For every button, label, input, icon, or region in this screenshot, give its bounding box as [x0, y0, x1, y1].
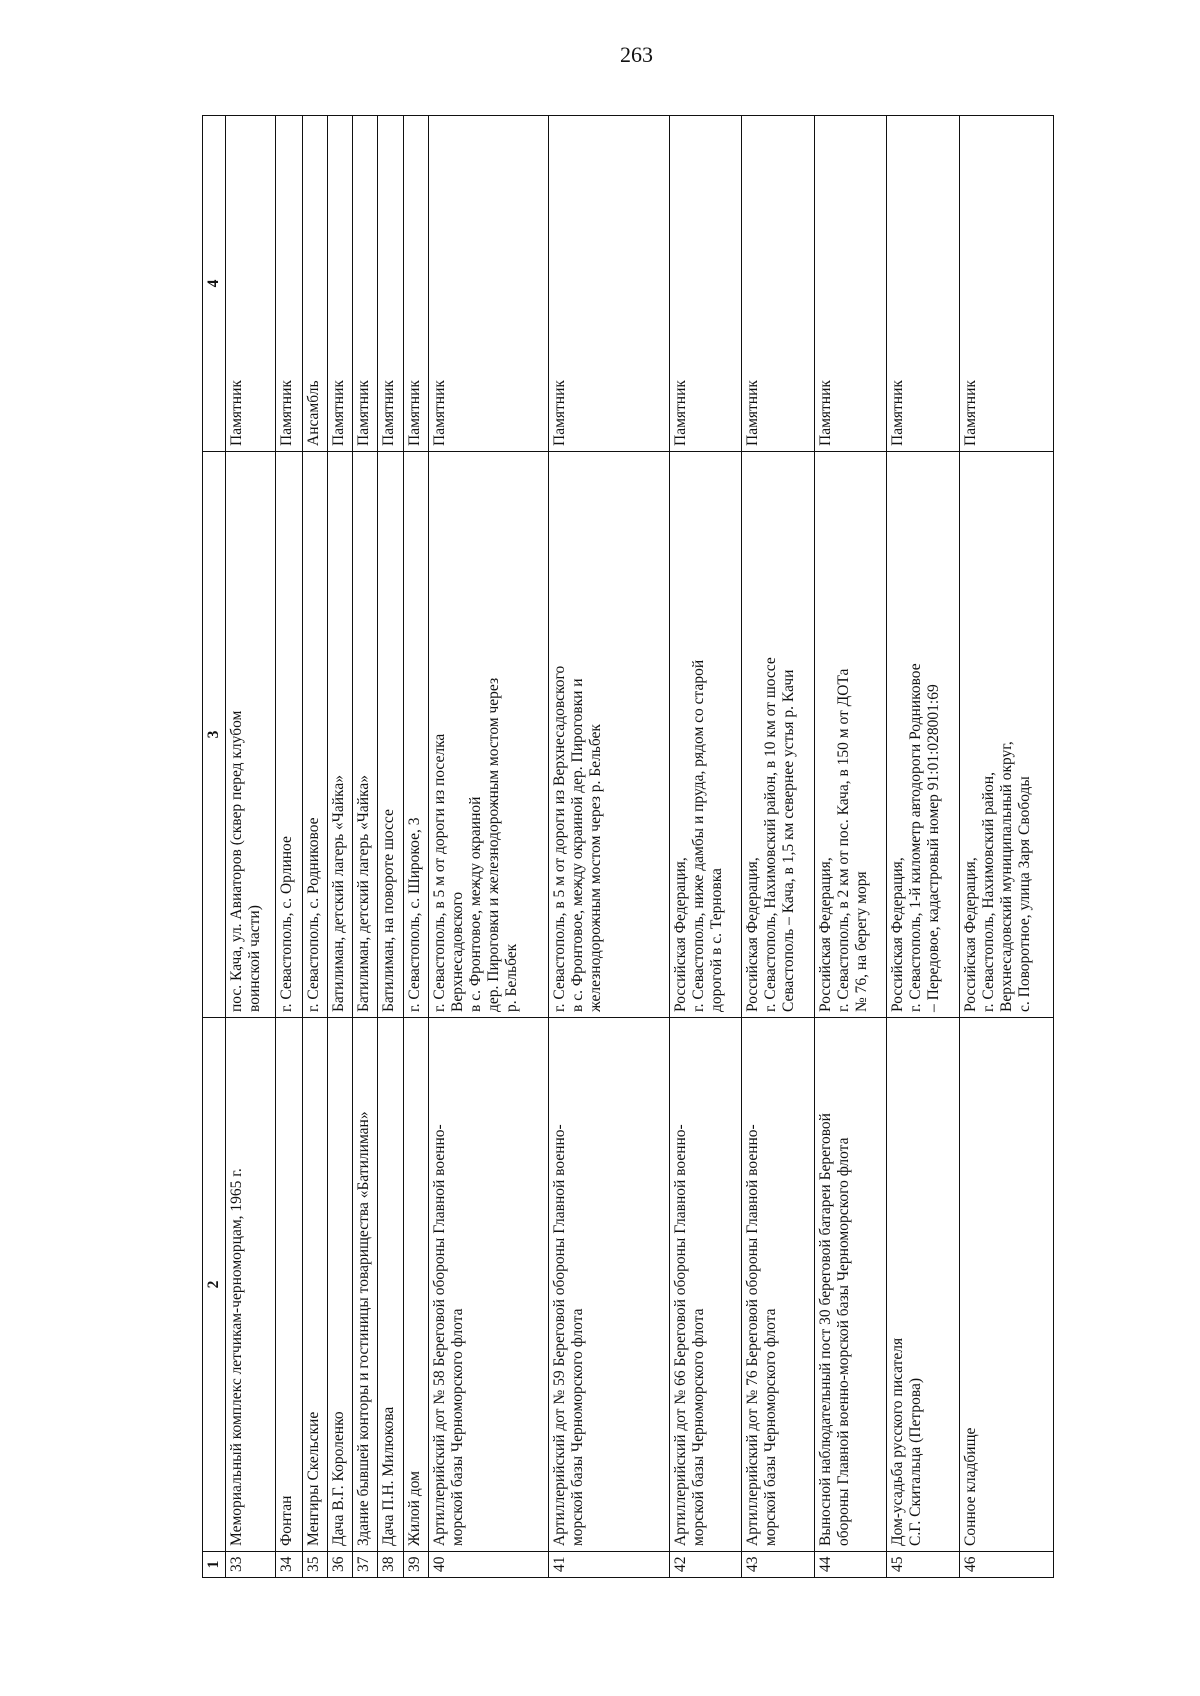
object-name-cell [742, 1018, 814, 1552]
object-category: Памятник [549, 116, 670, 452]
object-location-line: дер. Пироговки и железнодорожным мостом через [484, 677, 502, 1012]
table-row [670, 116, 742, 1578]
object-location-line: Российская Федерация, [816, 857, 834, 1012]
object-name-cell [959, 1018, 1053, 1552]
object-location-line: г. Севастополь, Нахимовский район, в 10 км от шоссе [762, 657, 780, 1012]
object-location-cell [959, 452, 1053, 1018]
object-name-cell [887, 1018, 959, 1552]
object-location-cell [276, 452, 302, 1018]
object-category: Памятник [353, 116, 378, 452]
object-name-cell [226, 1018, 276, 1552]
object-name-cell [428, 1018, 549, 1552]
row-number: 46 [959, 1552, 1053, 1578]
object-category: Памятник [403, 116, 428, 452]
object-name-line: морской базы Черноморского флота [690, 1308, 708, 1546]
object-location-line: Батилиман, детский лагерь «Чайка» [329, 775, 347, 1012]
object-location-line: Верхнесадовский муниципальный округ, [997, 741, 1015, 1012]
object-location-line: Российская Федерация, [744, 857, 762, 1012]
object-location-line: Верхнесадовского [448, 891, 466, 1012]
object-name-line: С.Г. Скитальца (Петрова) [907, 1377, 925, 1546]
object-location-cell [670, 452, 742, 1018]
object-name-line: морской базы Черноморского флота [569, 1308, 587, 1546]
object-location-line: № 76, на берегу моря [852, 871, 870, 1012]
header-col-1: 1 [203, 1552, 226, 1578]
object-location-cell [353, 452, 378, 1018]
table-row [959, 116, 1053, 1578]
object-location-line: с. Поворотное, улица Заря Свободы [1015, 776, 1033, 1012]
rotated-table-container [202, 116, 1054, 1578]
object-name-line: Артиллерийский дот № 76 Береговой обороны Главной военно- [744, 1124, 762, 1546]
table-row [353, 116, 378, 1578]
object-location-cell [814, 452, 886, 1018]
object-name-cell [549, 1018, 670, 1552]
object-name-cell [302, 1018, 327, 1552]
object-location-line: железнодорожным мостом через р. Бельбек [587, 724, 605, 1012]
object-location-line: г. Севастополь, ниже дамбы и пруда, рядом со старой [690, 659, 708, 1012]
object-name-line: Мемориальный комплекс летчикам-черноморцам, 1965 г. [228, 1168, 245, 1546]
object-name-line: Менгиры Скельские [304, 1411, 322, 1546]
object-name-line: морской базы Черноморского флота [762, 1308, 780, 1546]
object-location-line: г. Севастополь, 1-й километр автодороги Родниковое [907, 663, 925, 1012]
object-name-cell [327, 1018, 352, 1552]
header-col-4: 4 [203, 116, 226, 452]
object-location-line: воинской части) [246, 905, 263, 1012]
object-location-line: г. Севастополь, в 5 м от дороги из поселка [430, 733, 448, 1012]
row-number: 40 [428, 1552, 549, 1578]
object-name-line: Артиллерийский дот № 58 Береговой обороны Главной военно- [430, 1124, 448, 1546]
object-name-line: Дача П.Н. Милюкова [380, 1406, 398, 1546]
object-category: Ансамбль [302, 116, 327, 452]
table-row [276, 116, 302, 1578]
object-category: Памятник [887, 116, 959, 452]
object-name-cell [353, 1018, 378, 1552]
row-number: 35 [302, 1552, 327, 1578]
row-number: 34 [276, 1552, 302, 1578]
object-location-line: Батилиман, детский лагерь «Чайка» [355, 775, 373, 1012]
header-col-3: 3 [203, 452, 226, 1018]
object-name-cell [378, 1018, 403, 1552]
object-name-line: Артиллерийский дот № 59 Береговой обороны Главной военно- [551, 1124, 569, 1546]
object-category: Памятник [670, 116, 742, 452]
table-row [428, 116, 549, 1578]
object-location-line: р. Бельбек [502, 943, 520, 1012]
row-number: 39 [403, 1552, 428, 1578]
page-number: 263 [620, 42, 653, 67]
object-location-cell [226, 452, 276, 1018]
object-location-cell [378, 452, 403, 1018]
object-location-line: Российская Федерация, [672, 857, 690, 1012]
object-category: Памятник [378, 116, 403, 452]
row-number: 44 [814, 1552, 886, 1578]
object-category: Памятник [814, 116, 886, 452]
object-location-line: г. Севастополь, Нахимовский район, [979, 772, 997, 1012]
object-name-line: Дача В.Г. Короленко [329, 1411, 347, 1546]
object-location-cell [327, 452, 352, 1018]
object-name-line: Фонтан [278, 1495, 296, 1546]
object-location-cell [887, 452, 959, 1018]
row-number: 42 [670, 1552, 742, 1578]
object-category: Памятник [327, 116, 352, 452]
object-location-cell [302, 452, 327, 1018]
table-row [814, 116, 886, 1578]
table-row [549, 116, 670, 1578]
row-number: 45 [887, 1552, 959, 1578]
table-row [887, 116, 959, 1578]
row-number: 38 [378, 1552, 403, 1578]
object-name-line: Дом-усадьба русского писателя [889, 1337, 907, 1546]
object-category: Памятник [742, 116, 814, 452]
row-number: 43 [742, 1552, 814, 1578]
row-number: 36 [327, 1552, 352, 1578]
object-name-line: Здание бывшей конторы и гостиницы товарищества «Батилиман» [355, 1111, 373, 1546]
table-row [742, 116, 814, 1578]
table-row [302, 116, 327, 1578]
object-location-line: Российская Федерация, [889, 857, 907, 1012]
object-location-line: г. Севастополь, с. Родниковое [304, 817, 322, 1012]
object-location-line: г. Севастополь, в 2 км от пос. Кача, в 150 м от ДОТа [834, 668, 852, 1012]
row-number: 41 [549, 1552, 670, 1578]
object-location-line: – Передовое, кадастровый номер 91:01:028001:69 [925, 684, 943, 1012]
object-name-cell [403, 1018, 428, 1552]
object-location-line: в с. Фронтовое, между окраиной [466, 796, 484, 1012]
object-name-line: Сонное кладбище [961, 1427, 979, 1546]
object-location-line: г. Севастополь, с. Широкое, 3 [405, 817, 423, 1012]
row-number: 37 [353, 1552, 378, 1578]
table-header-row [203, 116, 226, 1578]
object-category: Памятник [959, 116, 1053, 452]
object-location-cell [403, 452, 428, 1018]
object-name-line: обороны Главной военно-морской базы Черноморского флота [834, 1137, 852, 1546]
object-location-line: г. Севастополь, с. Орлиное [278, 836, 296, 1012]
table-row [378, 116, 403, 1578]
object-name-cell [814, 1018, 886, 1552]
object-location-cell [742, 452, 814, 1018]
object-name-line: Жилой дом [405, 1471, 423, 1546]
header-col-2: 2 [203, 1018, 226, 1552]
object-name-cell [276, 1018, 302, 1552]
object-location-line: дорогой в с. Терновка [708, 868, 726, 1012]
row-number: 33 [226, 1552, 276, 1578]
object-name-line: Артиллерийский дот № 66 Береговой обороны Главной военно- [672, 1124, 690, 1546]
table-row [403, 116, 428, 1578]
object-name-cell [670, 1018, 742, 1552]
object-location-line: пос. Кача, ул. Авиаторов (сквер перед клубом [228, 710, 245, 1012]
table-row [226, 116, 276, 1578]
object-location-line: Батилиман, на повороте шоссе [380, 809, 398, 1012]
object-location-cell [428, 452, 549, 1018]
object-location-line: Российская Федерация, [961, 857, 979, 1012]
object-location-line: в с. Фронтовое, между окраиной дер. Пироговки и [569, 678, 587, 1012]
table-row [327, 116, 352, 1578]
object-category: Памятник [276, 116, 302, 452]
object-name-line: морской базы Черноморского флота [448, 1308, 466, 1546]
object-category: Памятник [226, 116, 276, 452]
object-name-line: Выносной наблюдательный пост 30 береговой батареи Береговой [816, 1113, 834, 1546]
object-location-line: Севастополь – Кача, в 1,5 км севернее устья р. Качи [780, 669, 798, 1012]
object-location-cell [549, 452, 670, 1018]
object-category: Памятник [428, 116, 549, 452]
object-location-line: г. Севастополь, в 5 м от дороги из Верхнесадовского [551, 665, 569, 1012]
table-body [226, 116, 1054, 1578]
monuments-table [202, 115, 1054, 1578]
